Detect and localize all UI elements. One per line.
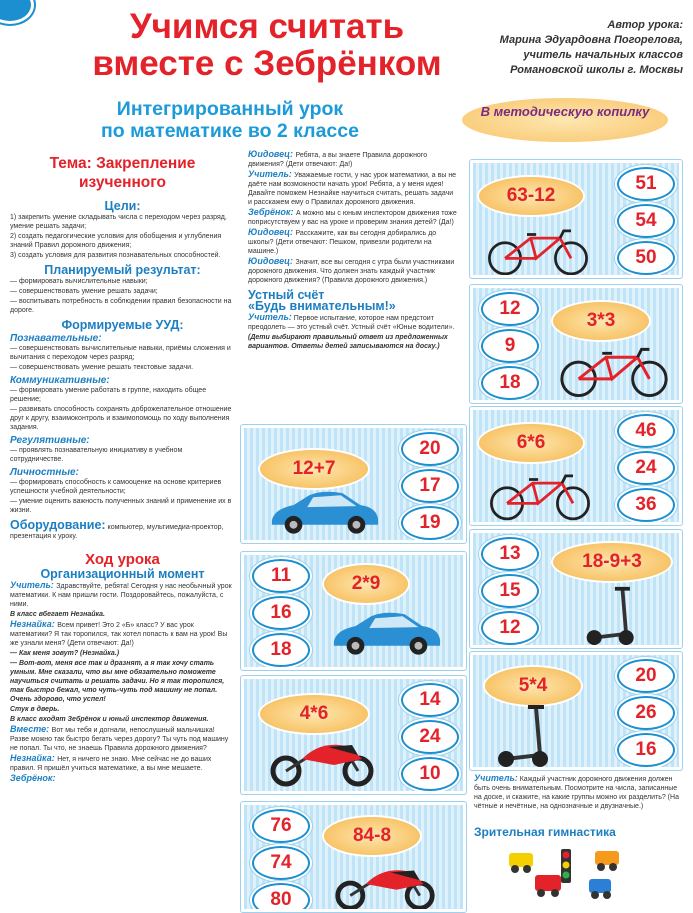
expression-badge: 2*9 bbox=[324, 565, 408, 603]
lesson-dialog bbox=[10, 581, 235, 784]
expression-badge: 5*4 bbox=[485, 667, 581, 705]
exercise-card bbox=[470, 160, 682, 278]
toy-vehicles-image bbox=[505, 845, 625, 905]
answer-option[interactable]: 20 bbox=[401, 432, 459, 466]
expression-badge: 12+7 bbox=[260, 450, 368, 488]
dialog-line bbox=[10, 649, 235, 658]
answer-option[interactable]: 50 bbox=[617, 241, 675, 275]
expression-badge: 4*6 bbox=[260, 695, 368, 733]
cog-heading: Познавательные: bbox=[10, 333, 102, 344]
speaker-label: Незнайка: bbox=[10, 753, 58, 763]
scooter-image bbox=[583, 585, 643, 647]
goal-item: 1) закрепить умение складывать числа с переходом через разряд, умение решать задачи; bbox=[10, 214, 227, 230]
pers-item: — умение оценить важность полученных знаний и применение их в жизни. bbox=[10, 498, 232, 514]
reg-list bbox=[10, 446, 235, 464]
dialog-line bbox=[248, 150, 458, 169]
dialog-line bbox=[10, 754, 235, 773]
expression-badge: 84-8 bbox=[324, 817, 420, 855]
mid-dialog bbox=[248, 150, 458, 285]
result-item: — воспитывать потребность в соблюдении правил безопасности на дороге. bbox=[10, 298, 232, 314]
exercise-card bbox=[470, 652, 682, 770]
oral-body: Первое испытание, которое нам предстоит преодолеть — это устный счёт. Устный счёт «Юные водители». bbox=[248, 315, 455, 331]
author-label: Автор урока: bbox=[607, 19, 683, 31]
dialog-text: А можно мы с юным инспектором движения тоже поприсутствуем у вас на уроке и проверим знания детей? (Да!) bbox=[248, 210, 457, 226]
dialog-text: Уважаемые гости, у нас урок математики, а вы не даёте нам возможности начать урок! Ребята, а у меня идея! Давайте поможем Незнайке научиться считать, решать задачи и расскажем ему о Правилах дорожного движения. bbox=[248, 172, 457, 206]
author-name: Марина Эдуардовна Погорелова, bbox=[499, 34, 683, 46]
dialog-text: В класс вбегает Незнайка. bbox=[10, 611, 105, 618]
uud-heading: Формируемые УУД: bbox=[61, 318, 184, 332]
speaker-label: Учитель: bbox=[10, 580, 57, 590]
dialog-line bbox=[248, 228, 458, 256]
comm-item: — формировать умение работать в группе, находить общее решение; bbox=[10, 387, 207, 403]
pers-heading: Личностные: bbox=[10, 467, 79, 478]
equip-text: компьютер, мультимедиа-проектор, презентация к уроку. bbox=[10, 524, 224, 540]
dialog-text: Всем привет! Это 2 «Б» класс? У вас урок математики? Я так торопился, так хотел попасть к вам на урок! Вы же узнали меня? (Дети отвечают: Да!) bbox=[10, 622, 228, 647]
comm-list bbox=[10, 386, 235, 432]
answer-option[interactable]: 17 bbox=[401, 469, 459, 503]
dialog-text: Стук в дверь. bbox=[10, 706, 60, 713]
expression-badge: 18-9+3 bbox=[553, 543, 671, 581]
answer-option[interactable]: 12 bbox=[481, 292, 539, 326]
answer-option[interactable]: 24 bbox=[401, 720, 459, 754]
expression-badge: 3*3 bbox=[553, 302, 649, 340]
cog-item: — совершенствовать умение решать текстовые задачи. bbox=[10, 364, 194, 371]
speaker-label: Юидовец: bbox=[248, 256, 296, 266]
pers-list bbox=[10, 478, 235, 515]
dialog-text: В класс входят Зебрёнок и юный инспектор движения. bbox=[10, 716, 209, 723]
answer-option[interactable]: 20 bbox=[617, 659, 675, 693]
dialog-line bbox=[10, 725, 235, 753]
dialog-line bbox=[248, 170, 458, 207]
exercise-card bbox=[241, 425, 466, 543]
subtitle-line-2: по математике во 2 классе bbox=[101, 120, 359, 142]
goals-heading: Цели: bbox=[104, 199, 141, 213]
dialog-line bbox=[10, 620, 235, 648]
goal-item: 3) создать условия для развития познавательных способностей. bbox=[10, 252, 221, 259]
answer-option[interactable]: 14 bbox=[401, 683, 459, 717]
answer-option[interactable]: 74 bbox=[252, 846, 310, 880]
answer-option[interactable]: 13 bbox=[481, 537, 539, 571]
gymnastics-heading: Зрительная гимнастика bbox=[474, 825, 616, 839]
course-heading: Ход урока bbox=[85, 551, 160, 568]
dialog-line bbox=[248, 257, 458, 285]
speaker-label: Зебрёнок: bbox=[248, 207, 296, 217]
dialog-line bbox=[248, 208, 458, 227]
answer-option[interactable]: 18 bbox=[252, 633, 310, 667]
bicycle-image bbox=[555, 342, 673, 400]
answer-option[interactable]: 9 bbox=[481, 329, 539, 363]
right-body: Каждый участник дорожного движения должен быть очень внимательным. Посмотрите на числа, записанные на доске, и скажите, на какие группы можно их разделить? (На чётные и нечётные, на однозначные и двузначные.) bbox=[474, 776, 679, 810]
answer-option[interactable]: 36 bbox=[617, 488, 675, 522]
dialog-line bbox=[10, 610, 235, 619]
exercise-card bbox=[470, 285, 682, 403]
answer-option[interactable]: 26 bbox=[617, 696, 675, 730]
result-item: — формировать вычислительные навыки; bbox=[10, 278, 148, 285]
author-role: учитель начальных классов bbox=[523, 49, 683, 61]
topic-heading: Тема: Закрепление изученного bbox=[49, 155, 196, 191]
reg-heading: Регулятивные: bbox=[10, 435, 90, 446]
title-line-2: вместе с Зебрёнком bbox=[92, 44, 442, 83]
motorcycle-image bbox=[262, 731, 382, 787]
bicycle-image bbox=[485, 468, 595, 524]
cog-list bbox=[10, 344, 235, 372]
dialog-line bbox=[10, 715, 235, 724]
oral-text bbox=[248, 313, 458, 332]
oral-speaker: Учитель: bbox=[248, 312, 292, 322]
car-blue-image bbox=[264, 483, 382, 539]
page-title bbox=[22, 8, 512, 82]
speaker-label: Юидовец: bbox=[248, 149, 296, 159]
oral-subheading: «Будь внимательным!» bbox=[248, 299, 396, 313]
answer-option[interactable]: 12 bbox=[481, 611, 539, 645]
dialog-line bbox=[10, 659, 235, 704]
middle-column bbox=[248, 150, 458, 352]
answer-option[interactable]: 80 bbox=[252, 883, 310, 912]
scooter-image bbox=[491, 703, 561, 769]
dialog-text: Расскажите, как вы сегодня добирались до школы? (Дети отвечают: Пешком, привезли родители на машине.) bbox=[248, 230, 437, 255]
title-line-1: Учимся считать bbox=[129, 7, 405, 46]
dialog-text: Здравствуйте, ребята! Сегодня у нас необычный урок математики. К нам пришли гости. Поздоровайтесь, пожалуйста, с ними. bbox=[10, 583, 232, 608]
bicycle-image bbox=[483, 223, 593, 278]
result-item: — совершенствовать умение решать задачи; bbox=[10, 288, 158, 295]
speaker-label: Учитель: bbox=[248, 169, 295, 179]
dialog-line bbox=[10, 581, 235, 609]
methodology-badge: В методическую копилку bbox=[462, 98, 668, 142]
dialog-text: Значит, все вы сегодня с утра были участниками дорожного движения. Что должен знать каждый участник дорожного движения? (Правила дорожного движения.) bbox=[248, 259, 455, 284]
answer-option[interactable]: 16 bbox=[617, 733, 675, 767]
expression-badge: 63-12 bbox=[479, 177, 583, 215]
reg-item: — проявлять познавательную инициативу в учебном сотрудничестве. bbox=[10, 447, 183, 463]
dialog-line bbox=[10, 705, 235, 714]
answer-option[interactable]: 15 bbox=[481, 574, 539, 608]
equipment bbox=[10, 518, 235, 541]
speaker-label: Незнайка: bbox=[10, 619, 58, 629]
dialog-text: — Как меня зовут? (Незнайка.) bbox=[10, 650, 120, 657]
dialog-text: Вот мы тебя и догнали, непослушный мальчишка! Разве можно так быстро бегать через дорогу? Ты чуть под машину не попал. Ты что, не знаешь Правила дорожного движения? bbox=[10, 727, 229, 752]
comm-heading: Коммуникативные: bbox=[10, 375, 110, 386]
speaker-label: Вместе: bbox=[10, 724, 52, 734]
result-list bbox=[10, 277, 235, 315]
subtitle-line-1: Интегрированный урок bbox=[116, 98, 344, 120]
answer-option[interactable]: 16 bbox=[252, 596, 310, 630]
answer-option[interactable]: 54 bbox=[617, 204, 675, 238]
motorcycle-image bbox=[326, 857, 444, 911]
speaker-label: Зебрёнок: bbox=[10, 773, 56, 783]
exercise-card bbox=[470, 530, 682, 648]
answer-option[interactable]: 10 bbox=[401, 757, 459, 791]
subtitle bbox=[40, 98, 420, 142]
answer-option[interactable]: 46 bbox=[617, 414, 675, 448]
author-school: Романовской школы г. Москвы bbox=[510, 64, 683, 76]
oral-heading: Устный счёт bbox=[248, 288, 325, 302]
speaker-label: Юидовец: bbox=[248, 227, 296, 237]
answer-option[interactable]: 51 bbox=[617, 167, 675, 201]
equip-heading: Оборудование: bbox=[10, 518, 106, 532]
dialog-text: Нет, я ничего не знаю. Мне сейчас не до ваших правил. Я пришёл учиться математике, а вы мне мешаете. bbox=[10, 756, 212, 772]
expression-badge: 6*6 bbox=[479, 424, 583, 462]
answer-option[interactable]: 18 bbox=[481, 366, 539, 400]
answer-option[interactable]: 11 bbox=[252, 559, 310, 593]
exercise-card bbox=[470, 407, 682, 525]
org-heading: Организационный момент bbox=[40, 567, 205, 581]
author-block bbox=[493, 18, 683, 78]
left-column bbox=[10, 150, 235, 785]
right-teacher-text bbox=[474, 774, 686, 811]
oral-note: (Дети выбирают правильный ответ из предложенных вариантов. Ответы детей записываются на доску.) bbox=[248, 334, 448, 350]
car-blue-image bbox=[326, 603, 444, 661]
result-heading: Планируемый результат: bbox=[44, 263, 201, 277]
answer-option[interactable]: 24 bbox=[617, 451, 675, 485]
exercise-card bbox=[241, 552, 466, 670]
exercise-card bbox=[241, 802, 466, 912]
answer-option[interactable]: 76 bbox=[252, 809, 310, 843]
goal-item: 2) создать педагогические условия для обобщения и углубления знаний Правил дорожного движения; bbox=[10, 233, 222, 249]
goals-list bbox=[10, 213, 235, 260]
cog-item: — совершенствовать вычислительные навыки, приёмы сложения и вычитания с переходом через разряд; bbox=[10, 345, 231, 361]
dialog-text: Ребята, а вы знаете Правила дорожного движения? (Дети отвечают: Да!) bbox=[248, 152, 428, 168]
exercise-card bbox=[241, 676, 466, 794]
right-speaker: Учитель: bbox=[474, 773, 518, 783]
dialog-line bbox=[10, 774, 235, 784]
dialog-text: — Вот-вот, меня все так и дразнят, а я так хочу стать умным. Мне сказали, что вы мне обязательно поможете научиться считать и решать задачи. Но я так торопился, так быстро бежал, что чуть-чуть под машину не попал. Очень здорово, что успел! bbox=[10, 660, 225, 703]
pers-item: — формировать способность к самооценке на основе критериев успешности учебной деятельности; bbox=[10, 479, 222, 495]
answer-option[interactable]: 19 bbox=[401, 506, 459, 540]
comm-item: — развивать способность сохранять доброжелательное отношение друг к другу, взаимоконтроль и взаимопомощь по ходу выполнения задания. bbox=[10, 406, 232, 431]
